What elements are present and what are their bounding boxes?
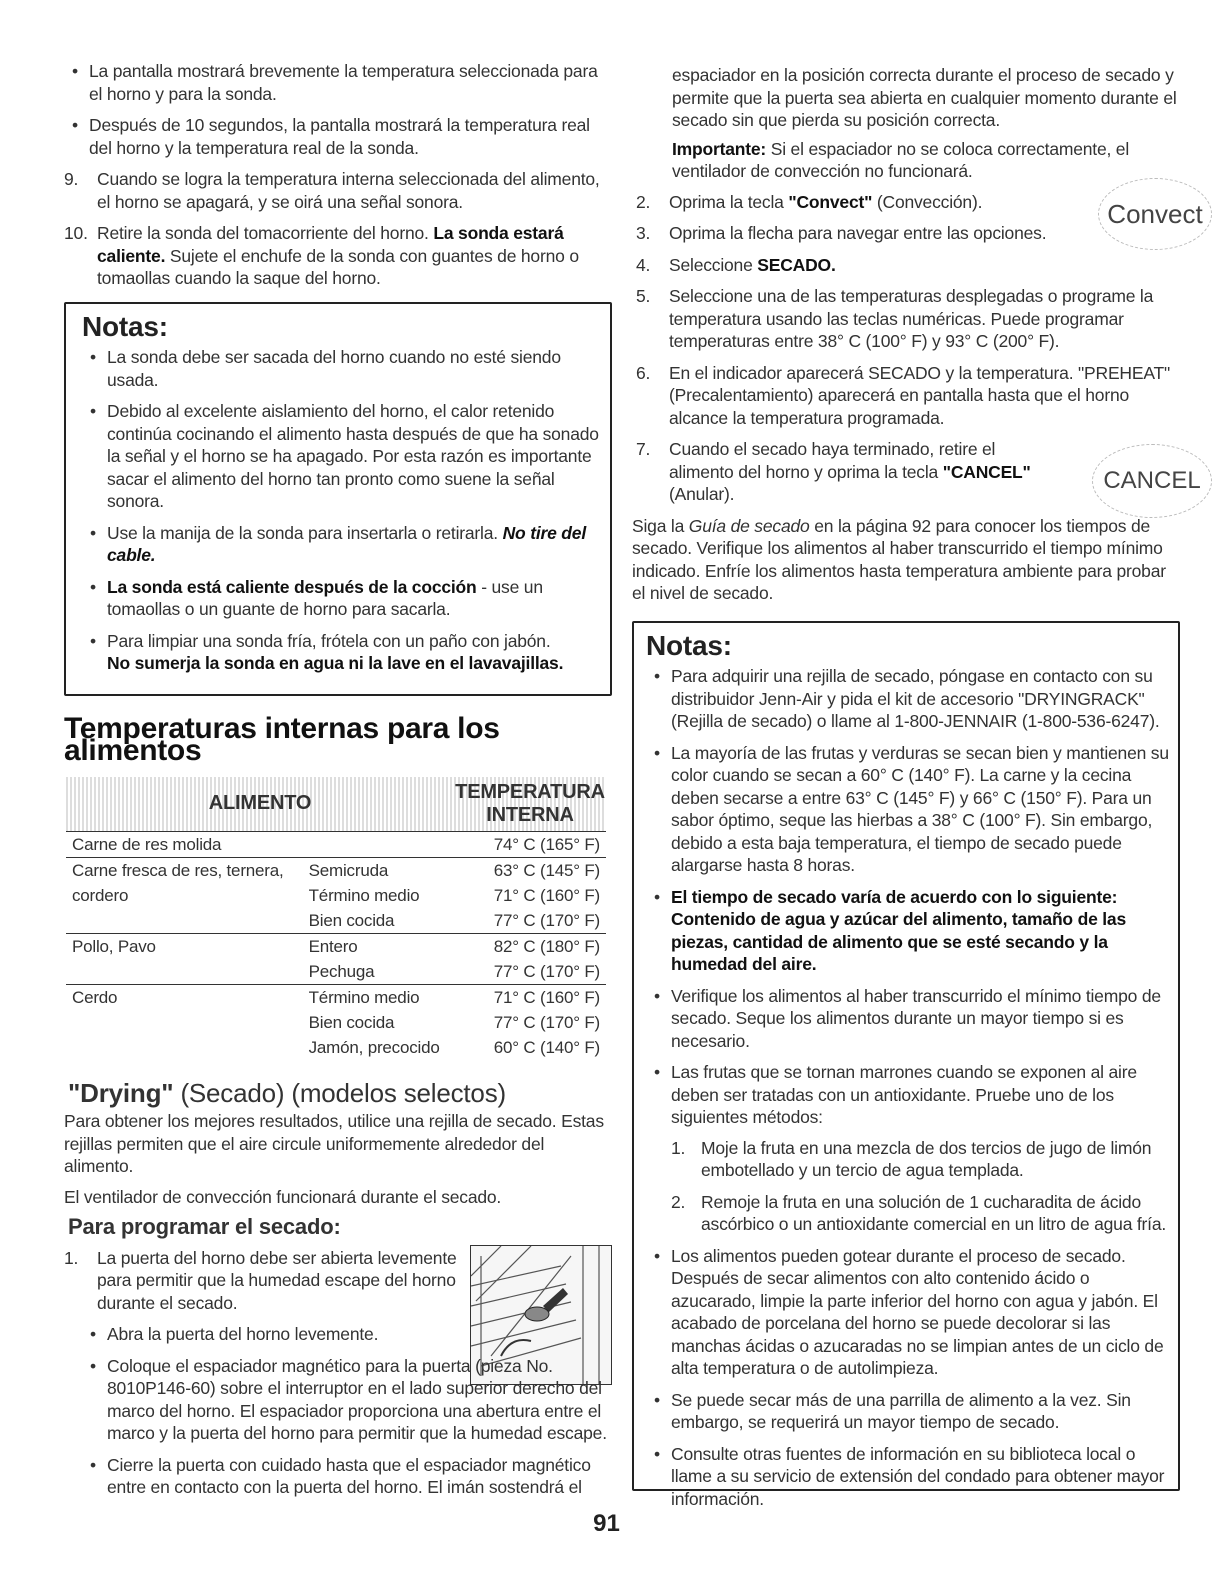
step-key: SECADO. <box>757 254 836 275</box>
notes-list <box>646 665 1174 1510</box>
list-item <box>82 522 604 567</box>
table-cell-food: cordero <box>72 885 129 905</box>
step-number: 5. <box>636 286 651 306</box>
table-cell-food: Cerdo <box>66 984 303 1010</box>
paragraph-text: en la página 92 para conocer los tiempos de secado. Verifique los alimentos al haber transcurrido el tiempo mínimo indicado. Enfríe los alimentos hasta temperatura ambiente para probar el nivel de secado. <box>632 515 1166 603</box>
list-item: • Coloque el espaciador magnético para la puerta (pieza No. 8010P146-60) sobre el interruptor en el lado superior derecho del marco del horno. El espaciador proporciona una abertura entre el marco y la puerta del horno para permitir que la humedad escape. <box>82 1355 612 1445</box>
notes-title: Notas: <box>82 310 168 342</box>
subsection-heading: Para programar el secado: <box>68 1214 341 1239</box>
important-label: Importante: <box>672 138 767 159</box>
list-item <box>646 1061 1174 1236</box>
step-text: Seleccione <box>669 254 753 275</box>
table-cell-food: Carne fresca de res, ternera, <box>66 857 303 883</box>
method-2 <box>671 1191 1174 1236</box>
note-text: Para limpiar una sonda fría, frótela con un paño con jabón. <box>107 630 551 651</box>
table-cell-food <box>66 1035 303 1060</box>
paragraph-text: Siga la <box>632 515 685 536</box>
step-text: Remoje la fruta en una solución de 1 cucharadita de ácido ascórbico o un antioxidante comercial en un litro de agua fría. <box>701 1191 1167 1234</box>
table-row <box>66 883 606 908</box>
table-row <box>66 831 606 857</box>
cancel-key-icon: CANCEL <box>1092 444 1212 518</box>
step-text: Moje la fruta en una mezcla de dos tercios de jugo de limón embotellado y un tercio de agua templada. <box>701 1137 1152 1180</box>
list-item: • Debido al excelente aislamiento del horno, el calor retenido continúa cocinando el alimento hasta después de que ha sonado la señal y el horno se ha apagado. Por esta razón es importante sacar el alimento del horno tan pronto como suene la señal sonora. <box>82 400 604 513</box>
step-5 <box>636 285 1180 353</box>
table-cell-doneness: Entero <box>303 933 454 959</box>
paragraph: El ventilador de convección funcionará durante el secado. <box>64 1186 502 1207</box>
table-cell-temp: 82° C (180° F) <box>454 933 606 959</box>
note-text: Las frutas que se tornan marrones cuando se exponen al aire deben ser tratadas con un antioxidante. Pruebe uno de los siguientes métodos: <box>671 1062 1137 1127</box>
list-item: • Consulte otras fuentes de información en su biblioteca local o llame a su servicio de extensión del condado para obtener mayor información. <box>646 1443 1174 1511</box>
table-cell-temp: 77° C (170° F) <box>493 910 600 930</box>
list-item: • Abra la puerta del horno levemente. <box>82 1323 612 1346</box>
table-row <box>66 959 606 985</box>
step-number: 9. <box>64 169 79 189</box>
left-column <box>64 60 612 1508</box>
step-10 <box>64 222 612 290</box>
internal-temps-table <box>66 777 606 1060</box>
table-cell-food: Pollo, Pavo <box>66 933 303 959</box>
list-item: • La mayoría de las frutas y verduras se secan bien y mantienen su color cuando se secan a 60° C (140° F). La carne y la cecina deben secarse a entre 63° C (145° F) y 66° C (150° F). Para un sabor óptimo, seque las hierbas a 38° C (100° F). Sin embargo, debido a esta baja temperatura, el tiempo de secado puede alargarse hasta 8 horas. <box>646 742 1174 877</box>
drying-guide-paragraph <box>632 515 1180 605</box>
note-text: Use la manija de la sonda para insertarla o retirarla. <box>107 522 498 543</box>
note-warning: La sonda está caliente después de la cocción <box>107 576 477 597</box>
table-cell-doneness: Pechuga <box>308 961 375 981</box>
table-cell-doneness: Jamón, precocido <box>308 1037 440 1057</box>
table-cell-doneness: Bien cocida <box>308 1012 395 1032</box>
top-bullet-list <box>64 60 612 159</box>
table-row <box>66 1010 606 1035</box>
table-cell-doneness: Bien cocida <box>308 910 395 930</box>
table-row <box>66 984 606 1010</box>
table-body <box>66 831 606 1060</box>
step-number: 4. <box>636 254 651 275</box>
paragraph: espaciador en la posición correcta durante el proceso de secado y permite que la puerta sea abierta en cualquier momento durante el secado sin que pierda su posición correcta. <box>672 65 1177 130</box>
convect-key-icon: Convect <box>1098 178 1212 250</box>
step-number: 3. <box>636 223 651 243</box>
step-number: 10. <box>64 223 88 243</box>
notes-box-drying <box>632 621 1180 1509</box>
right-column <box>632 64 1180 1509</box>
table-row <box>66 908 606 934</box>
drying-heading <box>68 1077 612 1108</box>
step-6 <box>636 362 1180 430</box>
step-number: 1. <box>64 1247 79 1268</box>
program-steps <box>64 1247 612 1499</box>
step-text: (Convección). <box>876 191 983 212</box>
note-warning: No sumerja la sonda en agua ni la lave en el lavavajillas. <box>107 653 564 673</box>
step-4 <box>636 254 1180 277</box>
step-text: (Anular). <box>669 484 735 504</box>
notes-list <box>82 346 604 675</box>
note-text: - use un tomaollas o un guante de horno para sacarla. <box>107 576 543 619</box>
steps-list <box>64 168 612 290</box>
step-3 <box>636 222 1180 245</box>
table-cell-food <box>66 959 303 985</box>
step-text: Seleccione una de las temperaturas desplegadas o programe la temperatura usando las teclas numéricas. Puede programar temperaturas entre 38° C (100° F) y 93° C (200° F). <box>669 286 1154 351</box>
steps-list <box>636 191 1180 506</box>
list-item: • Los alimentos pueden gotear durante el proceso de secado. Después de secar alimentos con alto contenido ácido o azucarado, limpie la parte inferior del horno con agua y jabón. El acabado de porcelana del horno se puede decolorar si las manchas ácidas o azucaradas no se limpian antes de un ciclo de alta temperatura o de autolimpieza. <box>646 1245 1174 1380</box>
note-warning: No tire del cable. <box>107 522 586 565</box>
table-cell-temp: 60° C (140° F) <box>493 1037 600 1057</box>
section-heading: Temperaturas internas para los alimentos <box>64 711 500 767</box>
table-cell-temp: 63° C (145° F) <box>454 857 606 883</box>
step-text: La puerta del horno debe ser abierta levemente para permitir que la humedad escape del horno durante el secado. <box>97 1247 457 1313</box>
steps-list <box>64 1247 612 1315</box>
list-item: • Cierre la puerta con cuidado hasta que el espaciador magnético entre en contacto con la puerta del horno. El imán sostendrá el <box>82 1454 612 1499</box>
step-text: Cuando se logra la temperatura interna seleccionada del alimento, el horno se apagará, y se oirá una señal sonora. <box>97 169 600 212</box>
step-warning: La sonda estará caliente. <box>97 223 564 266</box>
list-item <box>646 886 1174 976</box>
list-item: • La pantalla mostrará brevemente la temperatura seleccionada para el horno y para la sonda. <box>64 60 612 105</box>
step-text: Oprima la flecha para navegar entre las opciones. <box>669 223 1047 243</box>
table-cell-doneness: Término medio <box>308 885 420 905</box>
table-cell-food <box>66 908 303 934</box>
table-cell-temp: 77° C (170° F) <box>493 1012 600 1032</box>
step-text: Retire la sonda del tomacorriente del horno. <box>97 223 429 243</box>
list-item: • La sonda debe ser sacada del horno cuando no esté siendo usada. <box>82 346 604 391</box>
column-header-temp: TEMPERATURA INTERNA <box>454 777 606 832</box>
list-item <box>82 630 604 675</box>
method-list <box>671 1137 1174 1236</box>
step-number: 7. <box>636 439 651 459</box>
step-number: 2. <box>671 1191 686 1212</box>
list-item: • Para adquirir una rejilla de secado, póngase en contacto con su distribuidor Jenn-Air y pida el kit de accesorio "DRYINGRACK" (Rejilla de secado) o llame al 1-800-JENNAIR (1-800-536-6247). <box>646 665 1174 733</box>
important-text: Si el espaciador no se coloca correctamente, el ventilador de convección no funcionará. <box>672 138 1130 181</box>
table-cell-food <box>66 1010 303 1035</box>
step-9 <box>64 168 612 213</box>
table-cell-food: Carne de res molida <box>66 831 303 857</box>
step-key: "Convect" <box>788 191 873 212</box>
step-text: Cuando el secado haya terminado, retire el alimento del horno y oprima la tecla <box>669 439 996 482</box>
list-item: • Verifique los alimentos al haber transcurrido el mínimo tiempo de secado. Seque los alimentos durante un mayor tiempo si es necesario. <box>646 985 1174 1053</box>
table-cell-temp: 71° C (160° F) <box>493 885 600 905</box>
drying-title-en: "Drying" <box>68 1077 174 1108</box>
guide-reference: Guía de secado <box>688 515 810 536</box>
step-number: 2. <box>636 191 651 212</box>
table-cell-temp: 77° C (170° F) <box>493 961 600 981</box>
step-text: Sujete el enchufe de la sonda con guantes de horno o tomaollas cuando la saque del horno. <box>97 245 579 288</box>
step-number: 1. <box>671 1137 686 1158</box>
list-item: • Se puede secar más de una parrilla de alimento a la vez. Sin embargo, se requerirá un mayor tiempo de secado. <box>646 1389 1174 1434</box>
table-row <box>66 857 606 883</box>
table-cell-temp: 71° C (160° F) <box>454 984 606 1010</box>
list-item: • Después de 10 segundos, la pantalla mostrará la temperatura real del horno y la temperatura real de la sonda. <box>64 114 612 159</box>
table-cell-doneness: Semicruda <box>303 857 454 883</box>
table-row <box>66 1035 606 1060</box>
notes-box-probe <box>64 302 612 696</box>
note-warning: El tiempo de secado varía de acuerdo con lo siguiente: Contenido de agua y azúcar del alimento, tamaño de las piezas, cantidad de alimento que se esté secando y la humedad del aire. <box>671 886 1127 974</box>
page-number: 91 <box>593 1510 620 1537</box>
list-item <box>82 576 604 621</box>
drying-title-es: (Secado) (modelos selectos) <box>180 1077 506 1108</box>
column-header-food: ALIMENTO <box>66 777 454 832</box>
paragraph: Para obtener los mejores resultados, utilice una rejilla de secado. Estas rejillas permiten que el aire circule uniformemente alrededor del alimento. <box>64 1111 604 1176</box>
step-1 <box>64 1247 612 1315</box>
step-key: "CANCEL" <box>942 461 1031 482</box>
method-1 <box>671 1137 1174 1182</box>
step-number: 6. <box>636 362 651 383</box>
step-text: Oprima la tecla <box>669 191 784 212</box>
table-cell-temp: 74° C (165° F) <box>454 831 606 857</box>
table-cell-doneness <box>303 831 454 857</box>
step-text: En el indicador aparecerá SECADO y la temperatura. "PREHEAT" (Precalentamiento) aparecerá en pantalla hasta que el horno alcance la temperatura programada. <box>669 362 1171 428</box>
table-cell-doneness: Término medio <box>303 984 454 1010</box>
notes-title: Notas: <box>646 629 732 661</box>
important-note <box>632 138 1180 183</box>
table-row <box>66 933 606 959</box>
